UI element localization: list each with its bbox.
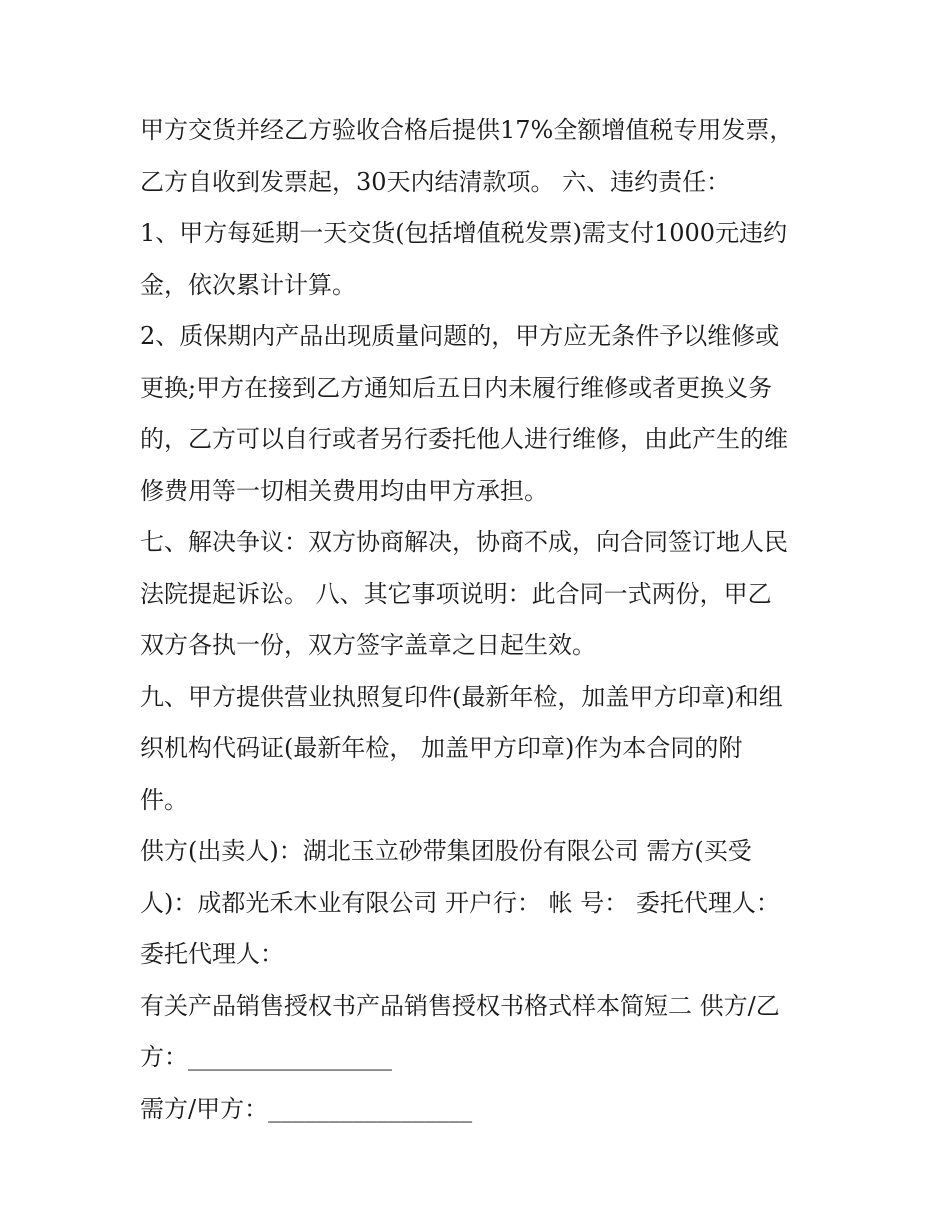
text-line: 需方/甲方：_________________ [140, 1094, 473, 1123]
text-line: 法院提起诉讼。 八、其它事项说明：此合同一式两份，甲乙 [140, 579, 772, 608]
text-line: 人)：成都光禾木业有限公司 开户行： 帐 号： 委托代理人： [140, 888, 780, 917]
text-line: 更换;甲方在接到乙方通知后五日内未履行维修或者更换义务 [140, 373, 773, 402]
text-line: 七、解决争议：双方协商解决，协商不成，向合同签订地人民 [140, 528, 788, 556]
text-line: 方：_________________ [140, 1043, 392, 1071]
text-line: 乙方自收到发票起，30天内结清款项。 六、违约责任： [140, 167, 731, 196]
text-line: 织机构代码证(最新年检， 加盖甲方印章)作为本合同的附 [140, 734, 743, 762]
text-line: 有关产品销售授权书产品销售授权书格式样本简短二 供方/乙 [140, 991, 780, 1020]
text-line: 甲方交货并经乙方验收合格后提供17%全额增值税专用发票， [140, 116, 794, 144]
text-line: 委托代理人： [140, 940, 284, 968]
text-line: 金，依次累计计算。 [140, 270, 356, 299]
text-line: 2、质保期内产品出现质量问题的，甲方应无条件予以维修或 [140, 322, 780, 350]
contract-text [140, 105, 830, 1135]
text-line: 修费用等一切相关费用均由甲方承担。 [140, 476, 548, 505]
text-line: 的，乙方可以自行或者另行委托他人进行维修，由此产生的维 [140, 425, 788, 453]
text-line: 双方各执一份，双方签字盖章之日起生效。 [140, 631, 596, 659]
text-line: 供方(出卖人)：湖北玉立砂带集团股份有限公司 需方(买受 [140, 837, 752, 865]
text-line: 九、甲方提供营业执照复印件(最新年检，加盖甲方印章)和组 [140, 682, 783, 711]
text-line: 件。 [140, 785, 188, 814]
text-line: 1、甲方每延期一天交货(包括增值税发票)需支付1000元违约 [140, 219, 788, 247]
